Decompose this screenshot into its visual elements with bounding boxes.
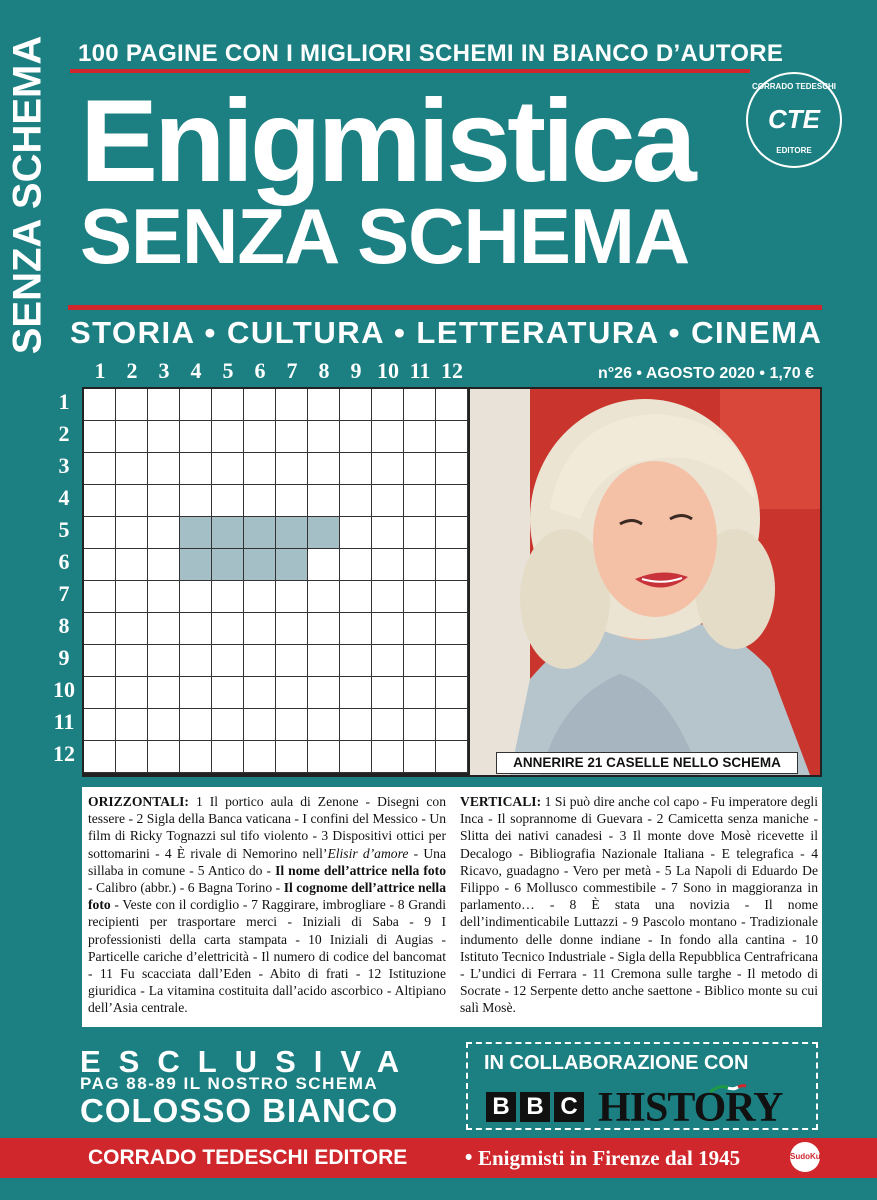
grid-cell[interactable] [212, 581, 244, 613]
grid-cell[interactable] [436, 517, 468, 549]
grid-cell[interactable] [212, 517, 244, 549]
grid-cell[interactable] [276, 709, 308, 741]
grid-cell[interactable] [180, 453, 212, 485]
grid-cell[interactable] [84, 613, 116, 645]
grid-cell[interactable] [84, 549, 116, 581]
column-number: 6 [254, 358, 266, 383]
horizontal-clues-part4: - Veste con il cordiglio - 7 Raggirare, imbrogliare - 8 Grandi recipienti per trasportare merci - Iniziali di Saba - 9 I professionisti della carta stampata - 10 Iniziali di Augias - Particelle cariche d’elettricità - Il numero di codice del bancomat - 11 Fu scacciata dall’Eden - Abito di frati - 12 Istituzione giuridica - La vitamina costituita dall’acido ascorbico - Altipiano dell’Asia centrale. [88, 897, 446, 1016]
publisher-logo [746, 72, 842, 168]
row-number: 10 [53, 677, 75, 702]
topics-line: STORIA • CULTURA • LETTERATURA • CINEMA [70, 315, 823, 350]
grid-cell[interactable] [244, 517, 276, 549]
grid-cell[interactable] [84, 485, 116, 517]
grid-cell[interactable] [436, 709, 468, 741]
footer-bar [0, 1138, 877, 1178]
grid-cell[interactable] [404, 389, 436, 421]
grid-cell[interactable] [84, 709, 116, 741]
grid-cell[interactable] [244, 549, 276, 581]
exclusive-heading: ESCLUSIVA [80, 1044, 418, 1079]
grid-cell[interactable] [436, 485, 468, 517]
row-number: 1 [58, 389, 70, 414]
photo-caption: ANNERIRE 21 CASELLE NELLO SCHEMA [496, 752, 798, 774]
column-number: 7 [286, 358, 298, 383]
grid-cell[interactable] [84, 389, 116, 421]
grid-cell[interactable] [180, 581, 212, 613]
grid-cell[interactable] [308, 485, 340, 517]
grid-cell[interactable] [116, 613, 148, 645]
logo-bottom-text: EDITORE [776, 146, 812, 155]
grid-cell[interactable] [404, 677, 436, 709]
grid-cell[interactable] [308, 741, 340, 773]
collaboration-box [466, 1042, 818, 1130]
grid-cell[interactable] [244, 645, 276, 677]
grid-cell[interactable] [148, 389, 180, 421]
grid-cell[interactable] [436, 421, 468, 453]
grid-cell[interactable] [276, 517, 308, 549]
grid-cell[interactable] [180, 485, 212, 517]
grid-cell[interactable] [436, 613, 468, 645]
grid-cell[interactable] [180, 613, 212, 645]
grid-cell[interactable] [148, 741, 180, 773]
grid-cell[interactable] [340, 453, 372, 485]
grid-cell[interactable] [276, 389, 308, 421]
vertical-clues-text: 1 Si può dire anche col capo - Fu imperatore degli Inca - Il soprannome di Guevara - 2 Camicetta senza maniche - Slitta dei nativi canadesi - 3 Il monte dove Mosè ricevette il Decalogo - Bibliografia Nazionale Italiana - E telegrafica - 4 Ricavo, guadagno - Vero per metà - 5 La Napoli di Eduardo De Filippo - 6 Mollusco commestibile - 7 Sono in maggioranza in parlamento… - 8 È stata una novizia - Il nome dell’indimenticabile Luttazzi - 9 Pascolo montano - Tradizionale indumento delle donne indiane - In fondo alla cantina - 10 Istituto Tecnico Industriale - Sigla della Repubblica Centrafricana - L’undici di Ferrara - 11 Cremona sulle targhe - Il metodo di Socrate - 12 Serpente detto anche saettone - Biblico monte su cui salì Mosè. [460, 794, 818, 1016]
grid-cell[interactable] [84, 741, 116, 773]
grid-cell[interactable] [212, 709, 244, 741]
grid-cell[interactable] [404, 421, 436, 453]
grid-cell[interactable] [276, 549, 308, 581]
tagline: 100 PAGINE CON I MIGLIORI SCHEMI IN BIANCO D’AUTORE [78, 40, 784, 67]
grid-cell[interactable] [436, 645, 468, 677]
grid-cell[interactable] [436, 741, 468, 773]
grid-cell[interactable] [148, 677, 180, 709]
grid-cell[interactable] [404, 741, 436, 773]
grid-cell[interactable] [404, 453, 436, 485]
row-number: 5 [58, 517, 70, 542]
logo-mark: CTE [768, 104, 820, 134]
grid-cell[interactable] [148, 485, 180, 517]
grid-cell[interactable] [244, 421, 276, 453]
grid-cell[interactable] [148, 581, 180, 613]
grid-cell[interactable] [340, 613, 372, 645]
grid-cell[interactable] [212, 645, 244, 677]
grid-cell[interactable] [340, 517, 372, 549]
grid-cell[interactable] [276, 421, 308, 453]
grid-cell[interactable] [180, 677, 212, 709]
horizontal-clue-surname: Il cognome dell’attrice nella foto [88, 880, 446, 913]
grid-cell[interactable] [276, 453, 308, 485]
grid-cell[interactable] [116, 581, 148, 613]
column-number: 1 [94, 358, 106, 383]
exclusive-colosso: COLOSSO BIANCO [80, 1092, 399, 1129]
grid-cell[interactable] [372, 549, 404, 581]
grid-cell[interactable] [308, 421, 340, 453]
row-number: 6 [58, 549, 70, 574]
logo-top-text: CORRADO TEDESCHI [751, 82, 836, 91]
grid-cell[interactable] [244, 677, 276, 709]
grid-cell[interactable] [404, 549, 436, 581]
column-number: 11 [409, 358, 431, 383]
grid-cell[interactable] [244, 613, 276, 645]
column-number: 12 [441, 358, 463, 383]
grid-cell[interactable] [180, 389, 212, 421]
grid-cell[interactable] [372, 421, 404, 453]
grid-cell[interactable] [212, 421, 244, 453]
row-number: 9 [58, 645, 70, 670]
grid-cell[interactable] [372, 741, 404, 773]
publisher-name: CORRADO TEDESCHI EDITORE [88, 1146, 408, 1169]
clues-panel [82, 787, 822, 1027]
grid-cell[interactable] [116, 677, 148, 709]
grid-cell[interactable] [308, 581, 340, 613]
grid-cell[interactable] [212, 549, 244, 581]
grid-cell[interactable] [180, 549, 212, 581]
grid-cell[interactable] [116, 421, 148, 453]
exclusive-pages: PAG 88-89 IL NOSTRO SCHEMA [80, 1074, 379, 1093]
row-number: 12 [53, 741, 75, 766]
row-number: 2 [58, 421, 70, 446]
crossword-grid[interactable] [84, 389, 468, 773]
grid-cell[interactable] [84, 645, 116, 677]
row-number: 4 [58, 485, 70, 510]
grid-cell[interactable] [308, 389, 340, 421]
grid-cell[interactable] [308, 613, 340, 645]
bbc-letter-b2: B [520, 1092, 550, 1122]
grid-cell[interactable] [276, 741, 308, 773]
vertical-label: VERTICALI: [460, 794, 542, 809]
column-number: 8 [318, 358, 330, 383]
grid-cell[interactable] [436, 453, 468, 485]
grid-cell[interactable] [244, 741, 276, 773]
grid-cell[interactable] [340, 709, 372, 741]
grid-cell[interactable] [244, 485, 276, 517]
grid-cell[interactable] [404, 613, 436, 645]
grid-cell[interactable] [340, 485, 372, 517]
grid-cell[interactable] [116, 453, 148, 485]
grid-cell[interactable] [212, 741, 244, 773]
grid-cell[interactable] [404, 709, 436, 741]
row-number: 8 [58, 613, 70, 638]
footer-bullet: • [465, 1146, 473, 1169]
magazine-subtitle: SENZA SCHEMA [80, 192, 690, 280]
grid-cell[interactable] [244, 581, 276, 613]
grid-cell[interactable] [148, 517, 180, 549]
horizontal-label: ORIZZONTALI: [88, 794, 189, 809]
clues-horizontal [88, 793, 446, 1017]
row-number: 3 [58, 453, 70, 478]
grid-cell[interactable] [372, 581, 404, 613]
italian-flag-swoosh-icon [708, 1082, 748, 1096]
grid-cell[interactable] [180, 517, 212, 549]
grid-cell[interactable] [436, 549, 468, 581]
grid-cell[interactable] [436, 677, 468, 709]
sudoku-badge: SudoKu [790, 1142, 820, 1172]
grid-cell[interactable] [276, 677, 308, 709]
grid-cell[interactable] [340, 581, 372, 613]
grid-cell[interactable] [276, 581, 308, 613]
collaboration-title: IN COLLABORAZIONE CON [484, 1052, 749, 1074]
grid-cell[interactable] [116, 549, 148, 581]
grid-cell[interactable] [372, 389, 404, 421]
puzzle-area [82, 387, 822, 777]
column-number: 3 [158, 358, 170, 383]
spine [0, 35, 58, 355]
grid-cell[interactable] [372, 613, 404, 645]
top-red-line [70, 69, 750, 73]
grid-cell[interactable] [84, 453, 116, 485]
history-logo: HISTORY [598, 1085, 783, 1131]
grid-cell[interactable] [340, 389, 372, 421]
grid-cell[interactable] [180, 421, 212, 453]
grid-cell[interactable] [180, 645, 212, 677]
grid-cell[interactable] [84, 517, 116, 549]
grid-cell[interactable] [180, 741, 212, 773]
grid-cell[interactable] [308, 645, 340, 677]
grid-cell[interactable] [340, 677, 372, 709]
column-number: 4 [190, 358, 202, 383]
grid-cell[interactable] [308, 549, 340, 581]
grid-cell[interactable] [340, 421, 372, 453]
grid-cell[interactable] [212, 485, 244, 517]
grid-cell[interactable] [148, 613, 180, 645]
grid-cell[interactable] [372, 485, 404, 517]
grid-cell[interactable] [404, 645, 436, 677]
publisher-slogan: Enigmisti in Firenze dal 1945 [478, 1146, 741, 1170]
horizontal-clues-part2: - Una sillaba in comune - 5 Antico do - [88, 845, 446, 878]
grid-cell[interactable] [436, 581, 468, 613]
grid-cell[interactable] [308, 709, 340, 741]
portrait-illustration [470, 389, 820, 775]
column-number: 10 [377, 358, 399, 383]
grid-cell[interactable] [212, 677, 244, 709]
bbc-letter-c: C [554, 1092, 584, 1122]
grid-cell[interactable] [212, 613, 244, 645]
grid-cell[interactable] [276, 485, 308, 517]
grid-cell[interactable] [148, 709, 180, 741]
grid-cell[interactable] [116, 485, 148, 517]
grid-cell[interactable] [372, 453, 404, 485]
grid-cell[interactable] [244, 453, 276, 485]
grid-cell[interactable] [212, 453, 244, 485]
grid-cell[interactable] [244, 709, 276, 741]
grid-cell[interactable] [116, 709, 148, 741]
grid-cell[interactable] [180, 709, 212, 741]
grid-cell[interactable] [148, 453, 180, 485]
grid-cell[interactable] [148, 549, 180, 581]
column-number: 5 [222, 358, 234, 383]
grid-cell[interactable] [212, 389, 244, 421]
horizontal-clue-first-name: Il nome dell’attrice nella foto [275, 862, 446, 878]
column-number: 9 [350, 358, 362, 383]
grid-cell[interactable] [308, 517, 340, 549]
grid-cell[interactable] [84, 677, 116, 709]
column-number: 2 [126, 358, 138, 383]
grid-cell[interactable] [116, 645, 148, 677]
grid-cell[interactable] [84, 581, 116, 613]
actress-photo [470, 389, 820, 775]
grid-cell[interactable] [340, 645, 372, 677]
grid-cell[interactable] [276, 613, 308, 645]
grid-cell[interactable] [372, 645, 404, 677]
grid-cell[interactable] [372, 677, 404, 709]
grid-cell[interactable] [372, 517, 404, 549]
grid-cell[interactable] [308, 453, 340, 485]
grid-cell[interactable] [404, 517, 436, 549]
grid-cell[interactable] [244, 389, 276, 421]
row-number: 7 [58, 581, 70, 606]
row-number: 11 [53, 709, 75, 734]
grid-cell[interactable] [340, 549, 372, 581]
magazine-title: Enigmistica [80, 75, 693, 206]
grid-cell[interactable] [148, 645, 180, 677]
grid-cell[interactable] [116, 389, 148, 421]
horizontal-clues-part3: - Calibro (abbr.) - 6 Bagna Torino - [88, 880, 284, 896]
grid-cell[interactable] [308, 677, 340, 709]
grid-cell[interactable] [84, 421, 116, 453]
grid-cell[interactable] [404, 581, 436, 613]
horizontal-clues-italic: Elisir d’amore [327, 845, 409, 861]
grid-cell[interactable] [116, 517, 148, 549]
bbc-letter-b1: B [486, 1092, 516, 1122]
grid-cell[interactable] [404, 485, 436, 517]
issue-info: n°26 • AGOSTO 2020 • 1,70 € [598, 365, 814, 382]
grid-cell[interactable] [340, 741, 372, 773]
clues-vertical [460, 793, 818, 1017]
spine-text: SENZA SCHEMA [5, 35, 50, 355]
grid-cell[interactable] [276, 645, 308, 677]
title-red-line [68, 305, 822, 310]
horizontal-clues-part1: 1 Il portico aula di Zenone - Disegni con tessere - 2 Sigla della Banca vaticana - I confini del Messico - Un film di Ricky Tognazzi sul tifo violento - 3 Dispositivi ottici per sottomarini - 4 È rivale di Nemorino nell’ [88, 794, 446, 861]
grid-cell[interactable] [148, 421, 180, 453]
grid-cell[interactable] [372, 709, 404, 741]
grid-cell[interactable] [116, 741, 148, 773]
grid-cell[interactable] [436, 389, 468, 421]
